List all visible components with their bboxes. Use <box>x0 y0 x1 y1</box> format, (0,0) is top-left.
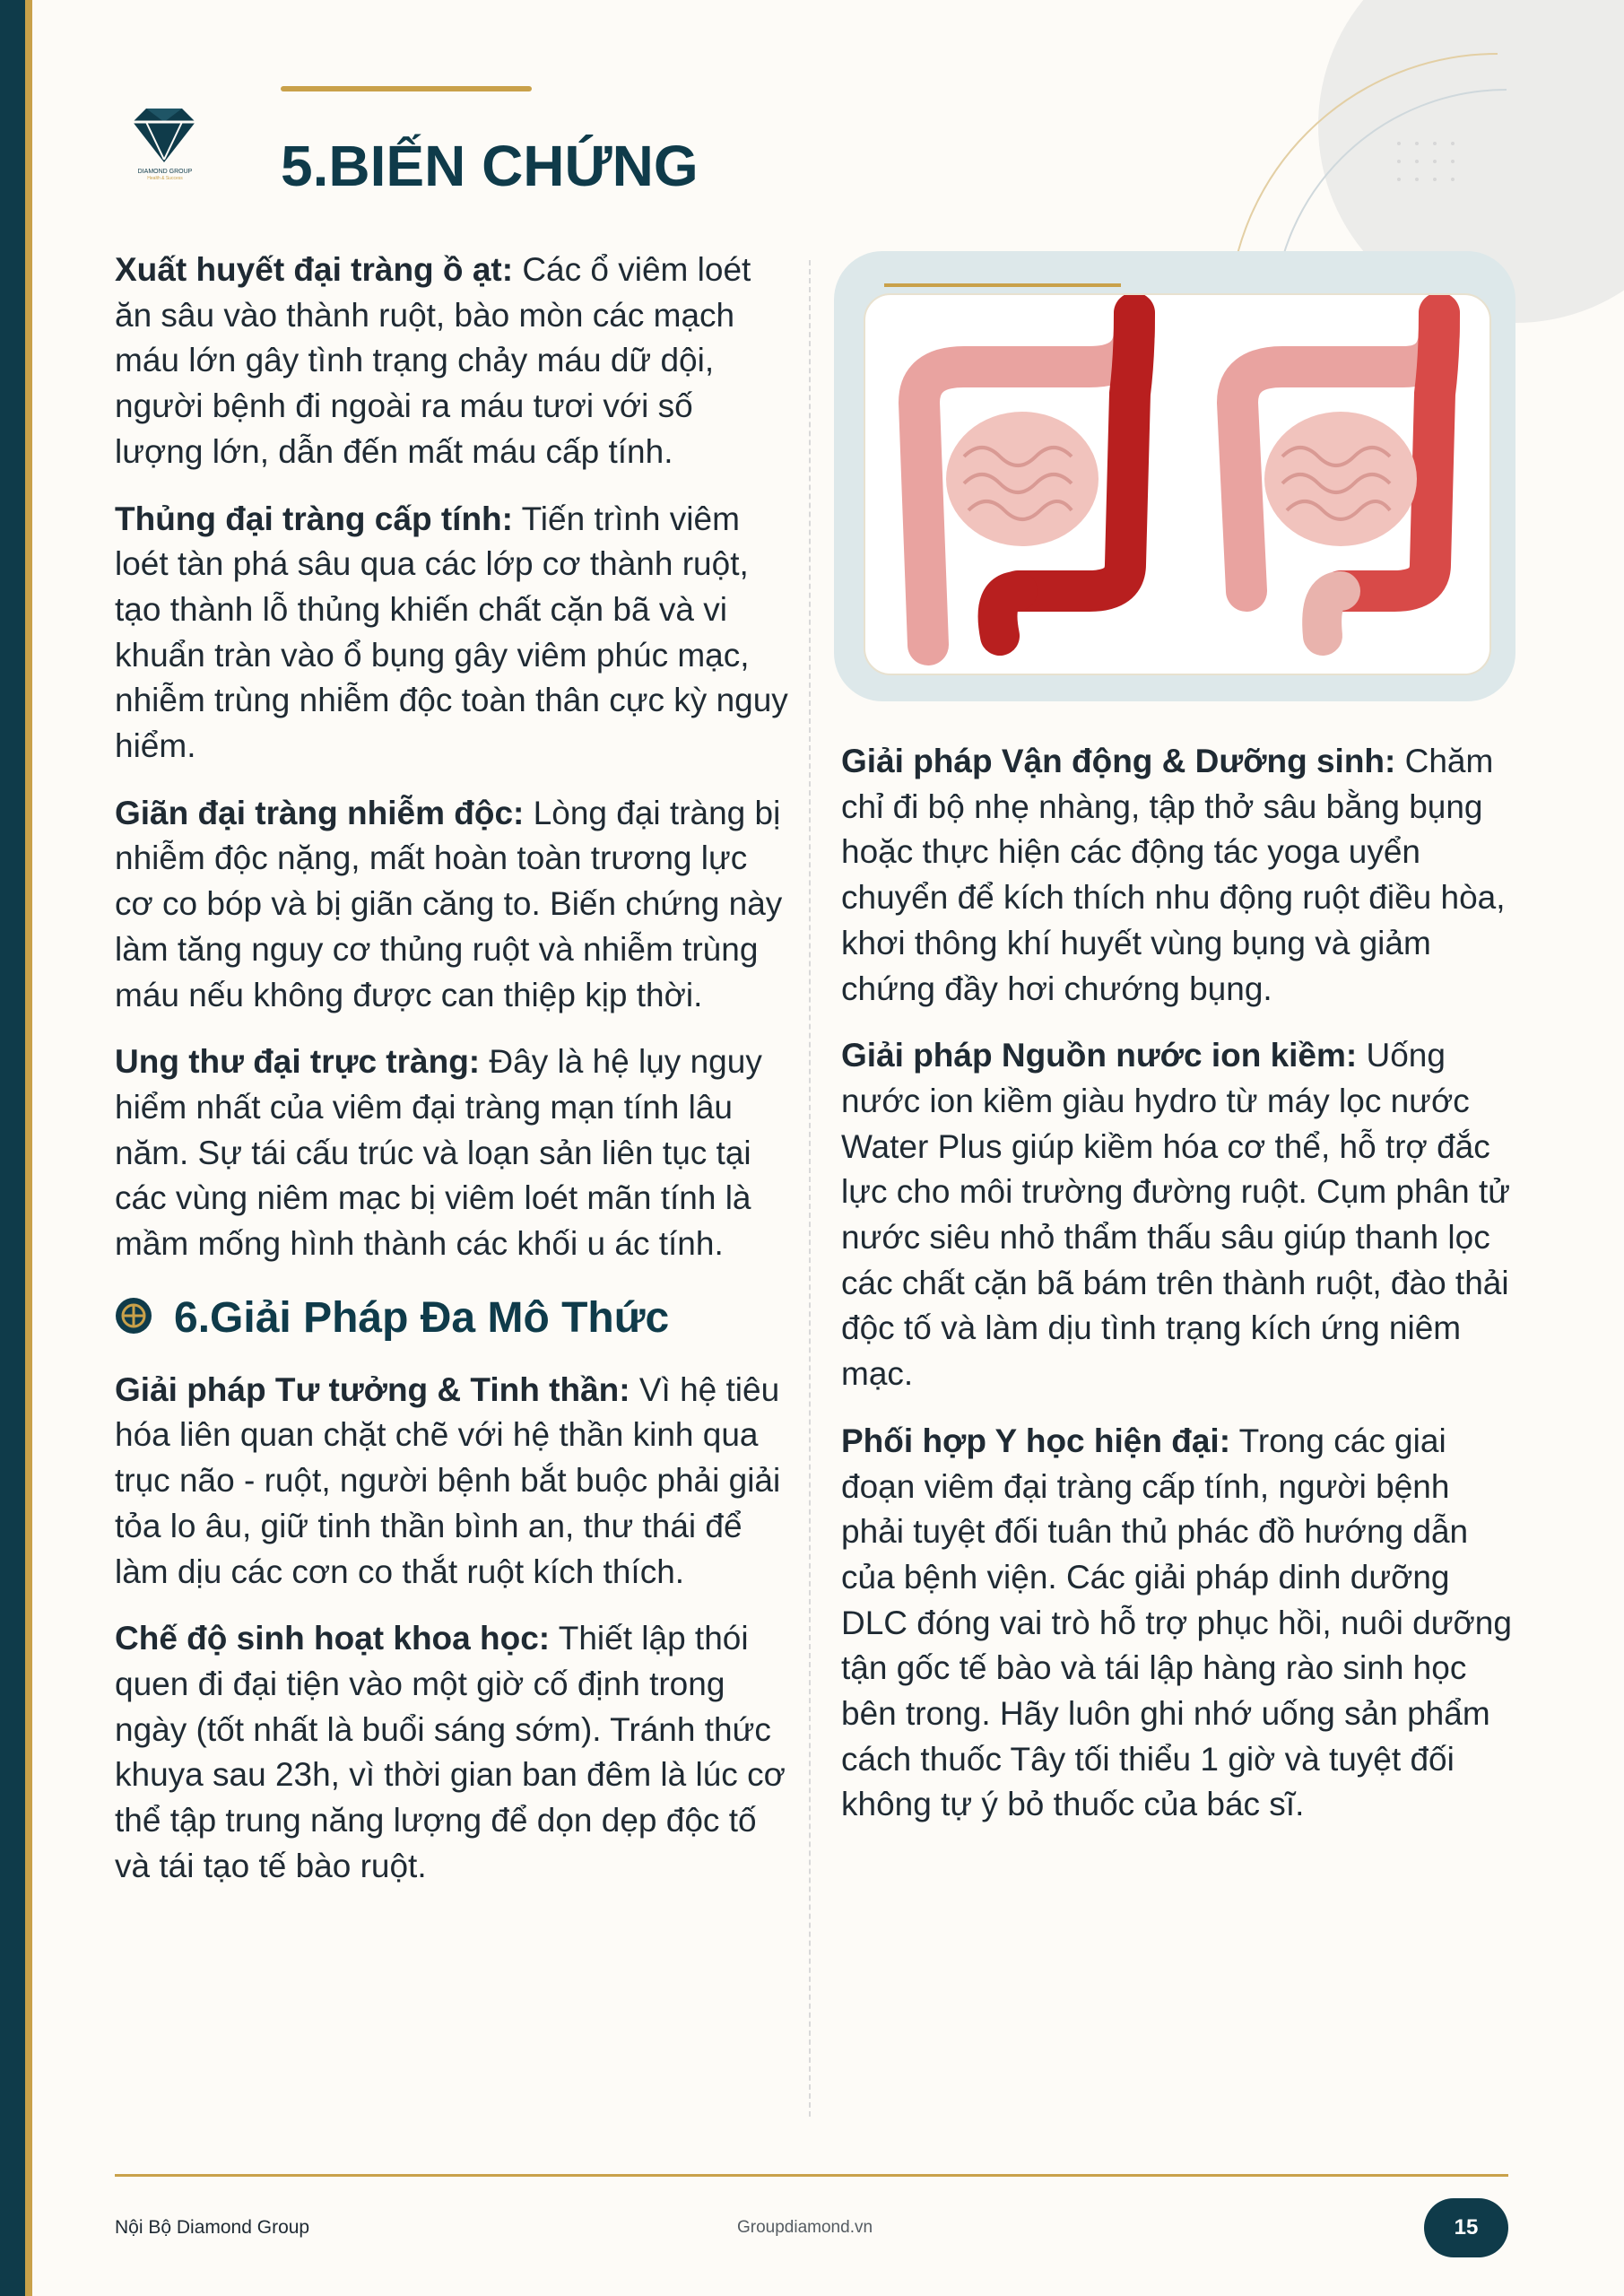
complication-paragraph <box>115 497 789 770</box>
footer-rule <box>115 2174 1508 2177</box>
colon-diagram-right <box>1238 313 1439 636</box>
solution-term: Giải pháp Tư tưởng & Tinh thần: <box>115 1370 630 1408</box>
solution-text: Thiết lập thói quen đi đại tiện vào một giờ cố định trong ngày (tốt nhất là buổi sáng sớm). Tránh thức khuya sau 23h, vì thời gian ban đêm là lúc cơ thể tập trung năng lượng để dọn dẹp độc tố và tái tạo tế bào ruột. <box>115 1620 786 1884</box>
solution-text: Uống nước ion kiềm giàu hydro từ máy lọc nước Water Plus giúp kiềm hóa cơ thể, hỗ trợ đắc lực cho môi trường đường ruột. Cụm phân tử nước siêu nhỏ thẩm thấu sâu giúp thanh lọc các chất cặn bã bám trên thành ruột, đào thải độc tố và làm dịu tình trạng kích ứng niêm mạc. <box>841 1037 1511 1393</box>
complication-text: Tiến trình viêm loét tàn phá sâu qua các lớp cơ thành ruột, tạo thành lỗ thủng khiến chất cặn bã và vi khuẩn tràn vào ổ bụng gây viêm phúc mạc, nhiễm trùng nhiễm độc toàn thân cực kỳ nguy hiểm. <box>115 500 788 765</box>
solution-term: Phối hợp Y học hiện đại: <box>841 1422 1231 1459</box>
solution-text: Vì hệ tiêu hóa liên quan chặt chẽ với hệ thần kinh qua trục não - ruột, người bệnh bắt buộc phải giải tỏa lo âu, giữ tinh thần bình an, thư thái để làm dịu các cơn co thắt ruột kích thích. <box>115 1370 781 1590</box>
complication-term: Ung thư đại trực tràng: <box>115 1043 481 1081</box>
section-title: 6.Giải Pháp Đa Mô Thức <box>174 1293 670 1342</box>
page-title: 5.BIẾN CHỨNG <box>281 134 699 198</box>
logo-wordmark: DIAMOND GROUP <box>137 169 193 175</box>
section-heading-row <box>115 1289 789 1348</box>
column-divider <box>809 260 811 2117</box>
colon-illustration-icon <box>865 295 1489 674</box>
complication-paragraph <box>115 1039 789 1267</box>
solution-paragraph <box>841 739 1515 1012</box>
side-accent-bar <box>0 0 25 2296</box>
complication-paragraph <box>115 248 789 475</box>
solution-paragraph <box>841 1033 1515 1397</box>
complication-text: Đây là hệ lụy nguy hiểm nhất của viêm đại tràng mạn tính lâu năm. Sự tái cấu trúc và loạn sản liên tục tại các vùng niêm mạc bị viêm loét mãn tính là mầm mống hình thành các khối u ác tính. <box>115 1043 762 1263</box>
footer-company: Nội Bộ Diamond Group <box>115 2217 310 2238</box>
complication-term: Thủng đại tràng cấp tính: <box>115 500 513 537</box>
logo-tagline: Health & Success <box>147 176 183 181</box>
colon-diagram-left <box>919 313 1134 645</box>
illustration-accent-rule <box>884 283 1121 287</box>
side-gold-stripe <box>25 0 32 2296</box>
solution-paragraph <box>115 1616 789 1889</box>
complication-term: Xuất huyết đại tràng ồ ạt: <box>115 251 514 288</box>
solution-paragraph <box>841 1419 1515 1828</box>
complication-text: Lòng đại tràng bị nhiễm độc nặng, mất hoàn toàn trương lực cơ co bóp và bị giãn căng to. Biến chứng này làm tăng nguy cơ thủng ruột và nhiễm trùng máu nếu không được can thiệp kịp thời. <box>115 794 783 1013</box>
solution-text: Trong các giai đoạn viêm đại tràng cấp tính, người bệnh phải tuyệt đối tuân thủ phác đồ hướng dẫn của bệnh viện. Các giải pháp dinh dưỡng DLC đóng vai trò hỗ trợ phục hồi, nuôi dưỡng tận gốc tế bào và tái lập hàng rào sinh học bên trong. Hãy luôn ghi nhớ uống sản phẩm cách thuốc Tây tối thiểu 1 giờ và tuyệt đối không tự ý bỏ thuốc của bác sĩ. <box>841 1422 1512 1823</box>
complication-text: Các ổ viêm loét ăn sâu vào thành ruột, bào mòn các mạch máu lớn gây tình trạng chảy máu dữ dội, người bệnh đi ngoài ra máu tươi với số lượng lớn, dẫn đến mất máu cấp tính. <box>115 251 751 470</box>
solution-term: Giải pháp Vận động & Dưỡng sinh: <box>841 743 1396 779</box>
solution-term: Giải pháp Nguồn nước ion kiềm: <box>841 1037 1358 1074</box>
footer-website-link[interactable]: Groupdiamond.vn <box>737 2218 873 2237</box>
solution-paragraph <box>115 1368 789 1596</box>
colon-illustration <box>864 293 1491 675</box>
right-column <box>841 739 1515 1849</box>
page-number-badge: 15 <box>1424 2198 1508 2257</box>
left-column <box>115 248 789 1911</box>
header-accent-rule <box>281 86 532 91</box>
solution-text: Chăm chỉ đi bộ nhẹ nhàng, tập thở sâu bằng bụng hoặc thực hiện các động tác yoga uyển chuyển để kích thích nhu động ruột điều hòa, khơi thông khí huyết vùng bụng và giảm chứng đầy hơi chướng bụng. <box>841 743 1506 1007</box>
solution-term: Chế độ sinh hoạt khoa học: <box>115 1620 551 1657</box>
complication-term: Giãn đại tràng nhiễm độc: <box>115 794 525 831</box>
complication-paragraph <box>115 791 789 1019</box>
crosshair-circle-icon <box>115 1297 152 1335</box>
